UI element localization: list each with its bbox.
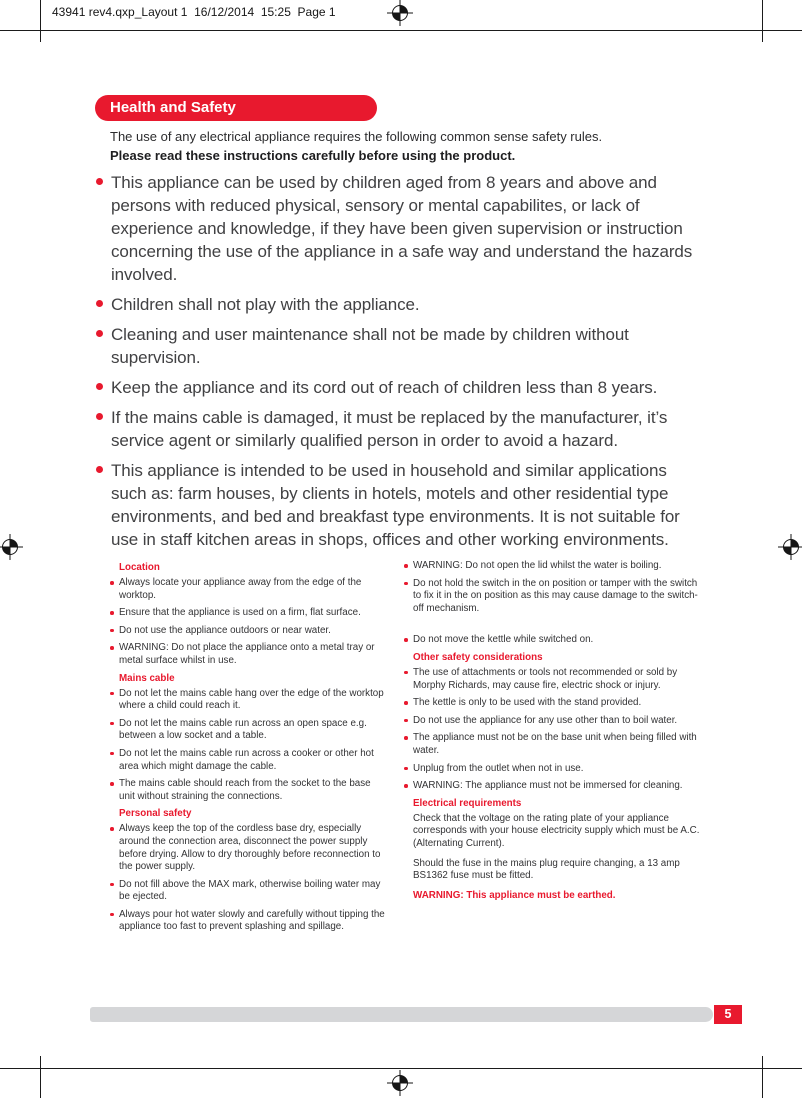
small-bullet-text: The appliance must not be on the base unit when being filled with water. [413,732,697,756]
small-bullet-text: Always pour hot water slowly and carefully without tipping the appliance too fast to prevent splashing and spillage. [119,908,385,933]
small-bullet-item [110,642,388,667]
spacer [404,620,705,634]
small-bullet-text: Do not move the kettle while switched on. [413,634,594,646]
safety-bullet-text: This appliance can be used by children aged from 8 years and above and persons with reduced physical, sensory or mental capabilites, or lack of experience and knowledge, if they have been given supervision or instruction concerning the use of the appliance in a safe way and understand the hazards involved. [111,173,693,284]
bullet-icon [404,701,408,705]
bullet-icon [110,646,114,650]
small-bullet-item [110,607,388,620]
bullet-icon [110,692,114,696]
small-bullet-text: Do not let the mains cable run across a cooker or other hot area which might damage the cable. [119,747,374,772]
intro-line2: Please read these instructions carefully before using the product. [110,148,516,163]
small-bullet-item [404,780,705,793]
paragraph-text: Check that the voltage on the rating plate of your appliance corresponds with your house electricity supply which must be A.C. (Alternating Current). [413,812,700,849]
health-and-safety-banner [95,95,377,121]
small-bullet-item [110,718,388,743]
small-bullet-text: Do not let the mains cable run across an open space e.g. between a low socket and a table. [119,717,367,742]
safety-bullet-text: Children shall not play with the appliance. [111,295,420,314]
bullet-icon [404,582,408,586]
small-bullet-item [404,715,705,728]
warning-text: WARNING: This appliance must be earthed. [413,889,616,901]
small-bullet-text: WARNING: Do not place the appliance onto a metal tray or metal surface whilst in use. [119,642,375,666]
bullet-icon [110,629,114,633]
small-bullet-item [110,879,388,904]
page-content [95,95,717,939]
small-bullet-text: The mains cable should reach from the socket to the base unit without straining the connections. [119,778,371,802]
page-number-badge: 5 [714,1005,742,1024]
bullet-icon [404,638,408,642]
small-bullet-text: Do not use the appliance outdoors or near water. [119,624,331,636]
small-bullet-item [110,909,388,934]
safety-bullet-item [96,293,696,316]
section-heading: Personal safety [119,808,192,820]
small-bullet-text: WARNING: Do not open the lid whilst the water is boiling. [413,560,662,571]
registration-mark-left-icon [0,534,23,560]
small-bullet-item [110,688,388,713]
bullet-icon [404,736,408,740]
small-bullet-text: Unplug from the outlet when not in use. [413,762,584,774]
small-bullet-item [110,778,388,803]
small-bullet-text: Always locate your appliance away from the edge of the worktop. [119,577,362,601]
small-bullet-item [404,763,705,776]
section-heading: Electrical requirements [413,797,522,809]
bullet-icon [110,722,114,726]
bullet-icon [404,719,408,723]
section-heading: Location [119,562,160,573]
registration-mark-top-icon [387,0,413,26]
banner-title: Health and Safety [110,99,236,116]
left-column [110,560,388,939]
right-column [404,560,705,939]
crop-mark-top-right-tick [762,0,763,42]
bullet-icon [96,383,103,390]
safety-bullet-text: Cleaning and user maintenance shall not be made by children without supervision. [111,325,629,367]
small-bullet-item [404,578,705,616]
bullet-icon [96,466,103,473]
safety-bullet-text: If the mains cable is damaged, it must be replaced by the manufacturer, it’s service agent or similarly qualified person in order to avoid a hazard. [111,408,668,450]
bullet-icon [96,178,103,185]
small-bullet-item [110,577,388,602]
main-safety-list [96,171,696,551]
registration-mark-bottom-icon [387,1070,413,1096]
safety-bullet-text: Keep the appliance and its cord out of reach of children less than 8 years. [111,378,658,397]
crop-mark-bottom-right-tick [762,1056,763,1098]
bullet-icon [96,300,103,307]
small-bullet-item [404,560,705,573]
bullet-icon [110,883,114,887]
bullet-icon [110,611,114,615]
registration-mark-right-icon [778,534,802,560]
bullet-icon [404,767,408,771]
small-bullet-item [110,748,388,773]
small-bullet-item [110,823,388,873]
small-bullet-text: Ensure that the appliance is used on a firm, flat surface. [119,607,361,619]
bullet-icon [110,827,114,831]
small-bullet-text: The use of attachments or tools not recommended or sold by Morphy Richards, may cause fire, electric shock or injury. [413,666,678,691]
small-bullet-item [404,634,705,647]
small-bullet-text: Do not use the appliance for any use other than to boil water. [413,714,678,726]
small-bullet-item [404,697,705,710]
detail-columns [110,560,717,939]
safety-bullet-text: This appliance is intended to be used in household and similar applications such as: farm houses, by clients in hotels, motels and other residential type environments, and bed and breakfast type environments. It is not suitable for use in staff kitchen areas in shops, offices and other working environments. [111,461,680,549]
crop-mark-bottom-left-tick [40,1056,41,1098]
bullet-icon [96,413,103,420]
safety-bullet-item [96,323,696,369]
small-bullet-item [110,625,388,638]
safety-bullet-item [96,406,696,452]
bullet-icon [110,752,114,756]
printer-header-text: 43941 rev4.qxp_Layout 1 16/12/2014 15:25 Page 1 [52,5,336,19]
bullet-icon [96,330,103,337]
bullet-icon [404,784,408,788]
bullet-icon [404,671,408,675]
small-bullet-text: WARNING: The appliance must not be immersed for cleaning. [413,780,683,792]
intro-line1: The use of any electrical appliance requires the following common sense safety rules. [110,129,603,144]
small-bullet-item [404,667,705,692]
small-bullet-item [404,732,705,757]
crop-mark-top-line [0,30,802,31]
bullet-icon [110,581,114,585]
section-heading: Other safety considerations [413,651,543,663]
crop-mark-top-left-tick [40,0,41,42]
safety-bullet-item [96,459,696,551]
small-bullet-text: Do not let the mains cable hang over the edge of the worktop where a child could reach it. [119,687,384,712]
safety-bullet-item [96,171,696,286]
safety-bullet-item [96,376,696,399]
section-heading: Mains cable [119,672,175,684]
intro-block [110,128,717,164]
bullet-icon [404,564,408,568]
small-bullet-text: Do not fill above the MAX mark, otherwise boiling water may be ejected. [119,878,381,903]
small-bullet-text: Do not hold the switch in the on position or tamper with the switch to fix it in the on position as this may cause damage to the switch-off mechanism. [413,577,698,614]
small-bullet-text: The kettle is only to be used with the stand provided. [413,697,642,709]
bullet-icon [110,913,114,917]
crop-mark-bottom-line [0,1068,802,1069]
paragraph-text: Should the fuse in the mains plug require changing, a 13 amp BS1362 fuse must be fitted. [413,857,680,882]
small-bullet-text: Always keep the top of the cordless base dry, especially around the connection area, disconnect the power supply before drying. Allow to dry thoroughly before reconnection to the power supply. [119,823,381,873]
bullet-icon [110,782,114,786]
footer-bar [90,1007,713,1022]
